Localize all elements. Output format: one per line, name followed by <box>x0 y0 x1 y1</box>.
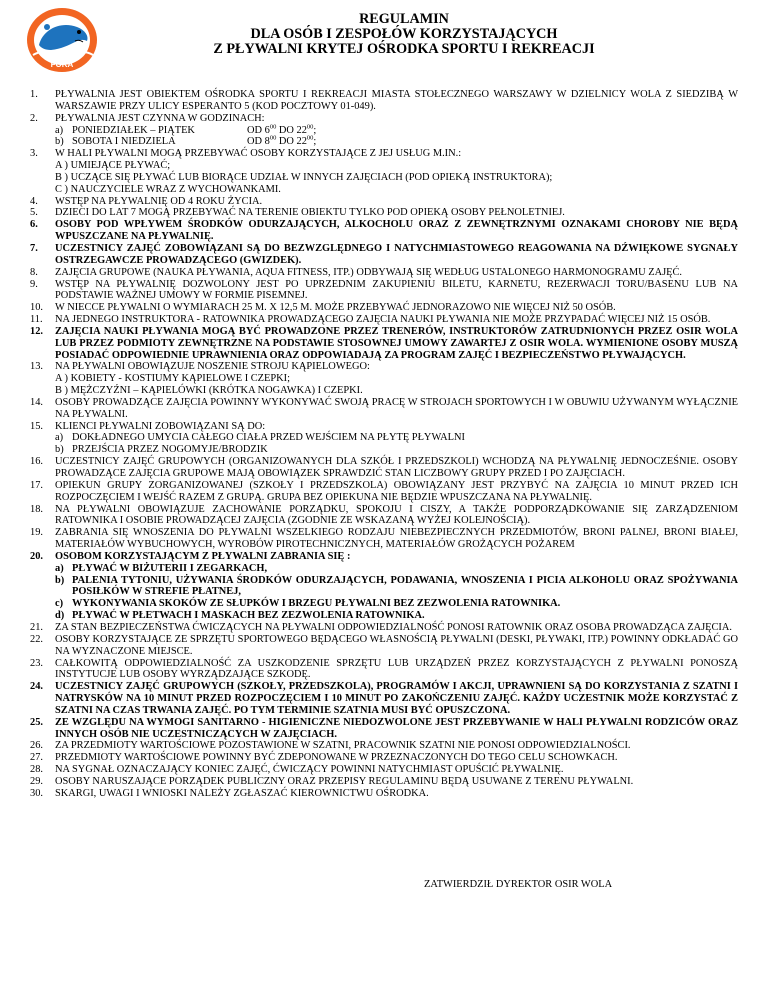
rule-number: 3. <box>30 148 38 160</box>
rule-number: 23. <box>30 657 43 669</box>
rule-number: 18. <box>30 503 43 515</box>
rule-28 <box>30 764 738 776</box>
rule-subitem: B ) MĘŻCZYŹNI – KĄPIELÓWKI (KRÓTKA NOGAWKA) I CZEPKI. <box>55 385 363 397</box>
rule-subitem: C ) NAUCZYCIELE WRAZ Z WYCHOWANKAMI. <box>55 183 281 195</box>
rule-subitem: DOKŁADNEGO UMYCIA CAŁEGO CIAŁA PRZED WEJŚCIEM NA PŁYTĘ PŁYWALNI <box>72 432 465 444</box>
rule-4 <box>30 196 738 208</box>
rule-text: KLIENCI PŁYWALNI ZOBOWIĄZANI SĄ DO: <box>55 420 266 432</box>
rule-text: SKARGI, UWAGI I WNIOSKI NALEŻY ZGŁASZAĆ KIEROWNICTWU OŚRODKA. <box>55 787 429 799</box>
rule-2 <box>30 113 738 149</box>
rule-8 <box>30 267 738 279</box>
rule-number: 8. <box>30 266 38 278</box>
rule-number: 30. <box>30 787 43 799</box>
rule-number: 12. <box>30 325 43 337</box>
hours-range: OD $8^{00}$ DO $22^{00}$; <box>247 134 317 148</box>
rule-23 <box>30 658 738 682</box>
rule-text: ZE WZGLĘDU NA WYMOGI SANITARNO - HIGIENICZNE NIEDOZWOLONE JEST PRZEBYWANIE W HALI PŁYWALNI RODZICÓW ORAZ INNYCH OSÓB NIE UCZESTNICZĄCYCH W ZAJĘCIACH. <box>55 716 738 740</box>
rule-1 <box>30 89 738 113</box>
rule-number: 14. <box>30 396 43 408</box>
rule-number: 28. <box>30 764 43 776</box>
rule-text: DZIECI DO LAT 7 MOGĄ PRZEBYWAĆ NA TERENIE OBIEKTU TYLKO POD OPIEKĄ OSOBY PEŁNOLETNIEJ. <box>55 207 565 219</box>
rule-11 <box>30 314 738 326</box>
rule-number: 19. <box>30 527 43 539</box>
rule-number: 4. <box>30 195 38 207</box>
rule-number: 10. <box>30 302 43 314</box>
rule-number: 1. <box>30 89 38 100</box>
logo-text: FOKA <box>50 60 74 69</box>
rule-text: PŁYWALNIA JEST CZYNNA W GODZINACH: <box>55 112 265 124</box>
rule-12 <box>30 326 738 362</box>
rule-text: OSOBY KORZYSTAJĄCE ZE SPRZĘTU SPORTOWEGO BĘDĄCEGO WŁASNOŚCIĄ PŁYWALNI (DESKI, PŁYWAKI, ITP.) POWINNY ODKŁADAĆ GO NA WYZNACZONE MIEJSCE. <box>55 633 738 657</box>
rule-text: WSTĘP NA PŁYWALNIĘ DOZWOLONY JEST PO UPRZEDNIM ZAKUPIENIU BILETU, KARNETU, REZERWACJI TORU/BASENU LUB NA PODSTAWIE WAŻNEJ UMOWY W FORMIE PISEMNEJ. <box>55 278 738 302</box>
rule-text: ZAJĘCIA NAUKI PŁYWANIA MOGĄ BYĆ PROWADZONE PRZEZ TRENERÓW, INSTRUKTORÓW ZATRUDNIONYCH PRZEZ OSIR WOLA LUB PRZEZ PODMIOTY ZEWNĘTRZNE NA PODSTAWIE STOSOWNEJ UMOWY ZAWARTEJ Z OSIR WOLA. WYMIENIONE OSOBY MUSZĄ POSIADAĆ ODPOWIEDNIE UPRAWNIENIA ORAZ ODPOWIADAJĄ ZA PROGRAM ZAJĘĆ I BEZPIECZEŃSTWO PŁYWAJĄCYCH. <box>55 325 738 361</box>
rule-number: 5. <box>30 207 38 219</box>
rule-14 <box>30 397 738 421</box>
rule-text: UCZESTNICY ZAJĘĆ GRUPOWYCH (ORGANIZOWANYCH DLA SZKÓŁ I PRZEDSZKOLI) WCHODZĄ NA PŁYWALNIĘ JEDNOCZEŚNIE. OSOBY PROWADZĄCE ZAJĘCIA GRUPOWE MAJĄ OBOWIĄZEK SPRAWDZIĆ STAN LICZBOWY GRUPY PRZED I PO ZAJĘCIACH. <box>55 456 738 479</box>
rule-text: NA PŁYWALNI OBOWIĄZUJE ZACHOWANIE PORZĄDKU, SPOKOJU I CISZY, A TAKŻE PODPORZĄDKOWANIE SIĘ ZARZĄDZENIOM RATOWNIKA I OSOBIE PROWADZĄCEJ ZAJĘCIA (ZGODNIE ZE WSKAZANĄ WYŻEJ KOLEJNOŚCIĄ). <box>55 503 738 527</box>
rule-6 <box>30 219 738 243</box>
rule-text: NA PŁYWALNI OBOWIĄZUJE NOSZENIE STROJU KĄPIELOWEGO: <box>55 361 370 373</box>
rule-number: 16. <box>30 456 43 468</box>
rule-number: 24. <box>30 681 43 693</box>
rule-text: OSOBOM KORZYSTAJĄCYM Z PŁYWALNI ZABRANIA SIĘ : <box>55 550 351 562</box>
rule-3 <box>30 148 738 195</box>
rule-number: 22. <box>30 633 43 645</box>
rule-subitem: WYKONYWANIA SKOKÓW ZE SŁUPKÓW I BRZEGU PŁYWALNI BEZ ZEZWOLENIA RATOWNIKA. <box>72 598 561 610</box>
rule-text: W NIECCE PŁYWALNI O WYMIARACH 25 M. X 12,5 M. MOŻE PRZEBYWAĆ JEDNORAZOWO NIE WIĘCEJ NIŻ 50 OSÓB. <box>55 302 616 314</box>
hours-weekend: b) SOBOTA I NIEDZIELA OD $8^{00}$ DO $22^{00}$; <box>55 134 317 148</box>
title-line-3: Z PŁYWALNI KRYTEJ OŚRODKA SPORTU I REKREACJI <box>213 41 595 57</box>
rule-text: UCZESTNICY ZAJĘĆ GRUPOWYCH (SZKOŁY, PRZEDSZKOLA), PROGRAMÓW I AKCJI, UPRAWNIENI SĄ DO KORZYSTANIA Z SZATNI I NATRYSKÓW NA 10 MINUT PRZED ROZPOCZĘCIEM I 10 MINUT PO ZAKOŃCZENIU ZAJĘĆ. KAŻDY UCZESTNIK MOŻE KORZYSTAĆ Z SZATNI NA CZAS TRWANIA ZAJĘĆ. PO TYM TERMINIE SZATNIA MUSI BYĆ OPUSZCZONA. <box>55 681 738 716</box>
rule-18 <box>30 504 738 528</box>
rule-text: ZA PRZEDMIOTY WARTOŚCIOWE POZOSTAWIONE W SZATNI, PRACOWNIK SZATNI NIE PONOSI ODPOWIEDZIALNOŚCI. <box>55 740 631 752</box>
rule-text: NA SYGNAŁ OZNACZAJĄCY KONIEC ZAJĘĆ, ĆWICZĄCY POWINNI NATYCHMIAST OPUŚCIĆ PŁYWALNIĘ. <box>55 764 564 776</box>
rule-text: OSOBY PROWADZĄCE ZAJĘCIA POWINNY WYKONYWAĆ SWOJĄ PRACĘ W STROJACH SPORTOWYCH I W OBUWIU UŻYWANYM WYŁĄCZNIE NA PŁYWALNI. <box>55 396 738 420</box>
rule-number: 20. <box>30 550 43 562</box>
rule-text: ZA STAN BEZPIECZEŃSTWA ĆWICZĄCYCH NA PŁYWALNI ODPOWIEDZIALNOŚĆ PONOSI RATOWNIK ORAZ OSOBA PROWADZĄCA ZAJĘCIA. <box>55 621 732 633</box>
rule-17 <box>30 480 738 504</box>
rule-text: CAŁKOWITĄ ODPOWIEDZIALNOŚĆ ZA USZKODZENIE SPRZĘTU LUB URZĄDZEŃ PRZEZ KORZYSTAJĄCYCH Z PŁYWALNI PONOSZĄ INSTYTUCJE LUB OSOBY WYRZĄDZAJĄCE SZKODĘ. <box>55 657 738 681</box>
rule-text: WSTĘP NA PŁYWALNIĘ OD 4 ROKU ŻYCIA. <box>55 195 263 207</box>
rule-subitem: PALENIA TYTONIU, UŻYWANIA ŚRODKÓW ODURZAJĄCYCH, PODAWANIA, WNOSZENIA I PICIA ALKOHOLU ORAZ SPOŻYWANIA POSIŁKÓW W STREFIE PŁATNEJ, <box>72 574 738 598</box>
rule-number: 13. <box>30 361 43 373</box>
rule-16 <box>30 456 738 480</box>
rule-number: 15. <box>30 420 43 432</box>
rule-subitem: B ) UCZĄCE SIĘ PŁYWAĆ LUB BIORĄCE UDZIAŁ W INNYCH ZAJĘCIACH (POD OPIEKĄ INSTRUKTORA); <box>55 171 553 183</box>
document-title <box>0 12 768 57</box>
rule-subitem: A ) UMIEJĄCE PŁYWAĆ; <box>55 160 171 172</box>
rule-text: PŁYWALNIA JEST OBIEKTEM OŚRODKA SPORTU I REKREACJI MIASTA STOŁECZNEGO WARSZAWY W DZIELNICY WOLA Z SIEDZIBĄ W WARSZAWIE PRZY ULICY ESPERANTO 5 (KOD POCZTOWY 01-049). <box>55 89 738 112</box>
rule-text: ZAJĘCIA GRUPOWE (NAUKA PŁYWANIA, AQUA FITNESS, ITP.) ODBYWAJĄ SIĘ WEDŁUG USTALONEGO HARMONOGRAMU ZAJĘĆ. <box>55 266 683 278</box>
hours-range: OD $6^{00}$ DO $22^{00}$; <box>247 123 317 136</box>
rule-text: OSOBY NARUSZAJĄCE PORZĄDEK PUBLICZNY ORAZ PRZEPISY REGULAMINU BĘDĄ USUWANE Z TERENU PŁYWALNI. <box>55 775 634 787</box>
rule-number: 17. <box>30 479 43 491</box>
rule-15: 15. KLIENCI PŁYWALNI ZOBOWIĄZANI SĄ DO: a) DOKŁADNEGO UMYCIA CAŁEGO CIAŁA PRZED WEJŚCIEM NA PŁYTĘ PŁYWALNI b) PRZEJŚCIA PRZEZ NOGOMYJE/BRODZIK <box>30 421 738 457</box>
rule-number: 11. <box>30 314 43 326</box>
title-line-1: REGULAMIN <box>359 11 449 27</box>
rule-number: 25. <box>30 716 43 728</box>
rule-number: 27. <box>30 752 43 764</box>
rule-29 <box>30 776 738 788</box>
title-line-2: DLA OSÓB I ZESPOŁÓW KORZYSTAJĄCYCH <box>250 26 558 42</box>
rule-number: 6. <box>30 219 38 231</box>
rule-number: 9. <box>30 278 38 290</box>
rule-number: 7. <box>30 242 38 254</box>
rule-text: OSOBY POD WPŁYWEM ŚRODKÓW ODURZAJĄCYCH, ALKOCHOLU ORAZ Z ZEWNĘTRZNYMI OZNAKAMI CHOROBY NIE BĘDĄ WPUSZCZANE NA PŁYWALNIĘ. <box>55 219 738 243</box>
rule-text: ZABRANIA SIĘ WNOSZENIA DO PŁYWALNI WSZELKIEGO RODZAJU NIEBEZPIECZNYCH PRZEDMIOTÓW, BRONI PALNEJ, BRONI BIAŁEJ, MATERIAŁÓW WYBUCHOWYCH, WYROBÓW PIROTECHNICZNYCH, MATERIAŁÓW GROŻĄCYCH POŻAREM <box>55 527 738 551</box>
rule-30 <box>30 788 738 800</box>
rule-text: PRZEDMIOTY WARTOŚCIOWE POWINNY BYĆ ZDEPONOWANE W PRZEZNACZONYCH DO TEGO CELU SCHOWKACH. <box>55 752 618 764</box>
rule-number: 21. <box>30 621 43 633</box>
rule-text: W HALI PŁYWALNI MOGĄ PRZEBYWAĆ OSOBY KORZYSTAJĄCE Z JEJ USŁUG M.IN.: <box>55 148 462 160</box>
rule-13 <box>30 361 738 397</box>
hours-days: PONIEDZIAŁEK – PIĄTEK <box>72 124 195 136</box>
rule-9 <box>30 279 738 303</box>
rule-24 <box>30 681 738 717</box>
hours-weekdays: a) PONIEDZIAŁEK – PIĄTEK OD $6^{00}$ DO $22^{00}$; <box>55 123 317 136</box>
rule-10 <box>30 302 738 314</box>
hours-days: SOBOTA I NIEDZIELA <box>72 136 176 148</box>
rule-7 <box>30 243 738 267</box>
rule-text: OPIEKUN GRUPY ZORGANIZOWANEJ (SZKOŁY I PRZEDSZKOLA) OBOWIĄZANY JEST PRZYBYĆ NA ZAJĘCIA 10 MINUT PRZED ICH ROZPOCZĘCIEM I WEJŚĆ RAZEM Z GRUPĄ. GRUPA BEZ OPIEKUNA NIE BĘDZIE WPUSZCZANA NA PŁYWALNIĘ. <box>55 479 738 503</box>
rule-subitem: PŁYWAĆ W PŁETWACH I MASKACH BEZ ZEZWOLENIA RATOWNIKA. <box>72 610 425 622</box>
rule-26 <box>30 740 738 752</box>
approval-signature: ZATWIERDZIŁ DYREKTOR OSIR WOLA <box>424 879 613 890</box>
rule-subitem: A ) KOBIETY - KOSTIUMY KĄPIELOWE I CZEPKI; <box>55 373 291 385</box>
rule-27 <box>30 752 738 764</box>
rule-5 <box>30 207 738 219</box>
rule-20: 20. OSOBOM KORZYSTAJĄCYM Z PŁYWALNI ZABRANIA SIĘ : a) PŁYWAĆ W BIŻUTERII I ZEGARKACH, b) PALENIA TYTONIU, UŻYWANIA ŚRODKÓW ODURZAJĄCYCH, PODAWANIA, WNOSZENIA I PICIA ALKOHOLU ORAZ SPOŻYWANIA POSIŁKÓW W STREFIE PŁATNEJ, c) WYKONYWANIA SKOKÓW ZE SŁUPKÓW I BRZEGU PŁYWALNI BEZ ZEZWOLENIA RATOWNIKA. d) PŁYWAĆ W PŁETWACH I MASKACH BEZ ZEZWOLENIA RATOWNIKA. <box>30 550 738 622</box>
rule-subitem: PRZEJŚCIA PRZEZ NOGOMYJE/BRODZIK <box>72 444 268 456</box>
rule-number: 29. <box>30 775 43 787</box>
rule-25 <box>30 717 738 741</box>
rule-subitem: PŁYWAĆ W BIŻUTERII I ZEGARKACH, <box>72 562 268 574</box>
rules-list <box>30 89 738 800</box>
rule-text: UCZESTNICY ZAJĘĆ ZOBOWIĄZANI SĄ DO BEZWZGLĘDNEGO I NATYCHMIASTOWEGO REAGOWANIA NA DŹWIĘKOWE SYGNAŁY OSTRZEGAWCZE PROWADZĄCEGO (GWIZDEK). <box>55 242 738 266</box>
rule-number: 2. <box>30 112 38 124</box>
rule-21 <box>30 622 738 634</box>
rule-22 <box>30 634 738 658</box>
rule-text: NA JEDNEGO INSTRUKTORA - RATOWNIKA PROWADZĄCEGO ZAJĘCIA NAUKI PŁYWANIA NIE MOŻE PRZYPADAĆ WIĘCEJ NIŻ 15 OSÓB. <box>55 314 711 326</box>
rule-19 <box>30 527 738 551</box>
rule-number: 26. <box>30 740 43 752</box>
